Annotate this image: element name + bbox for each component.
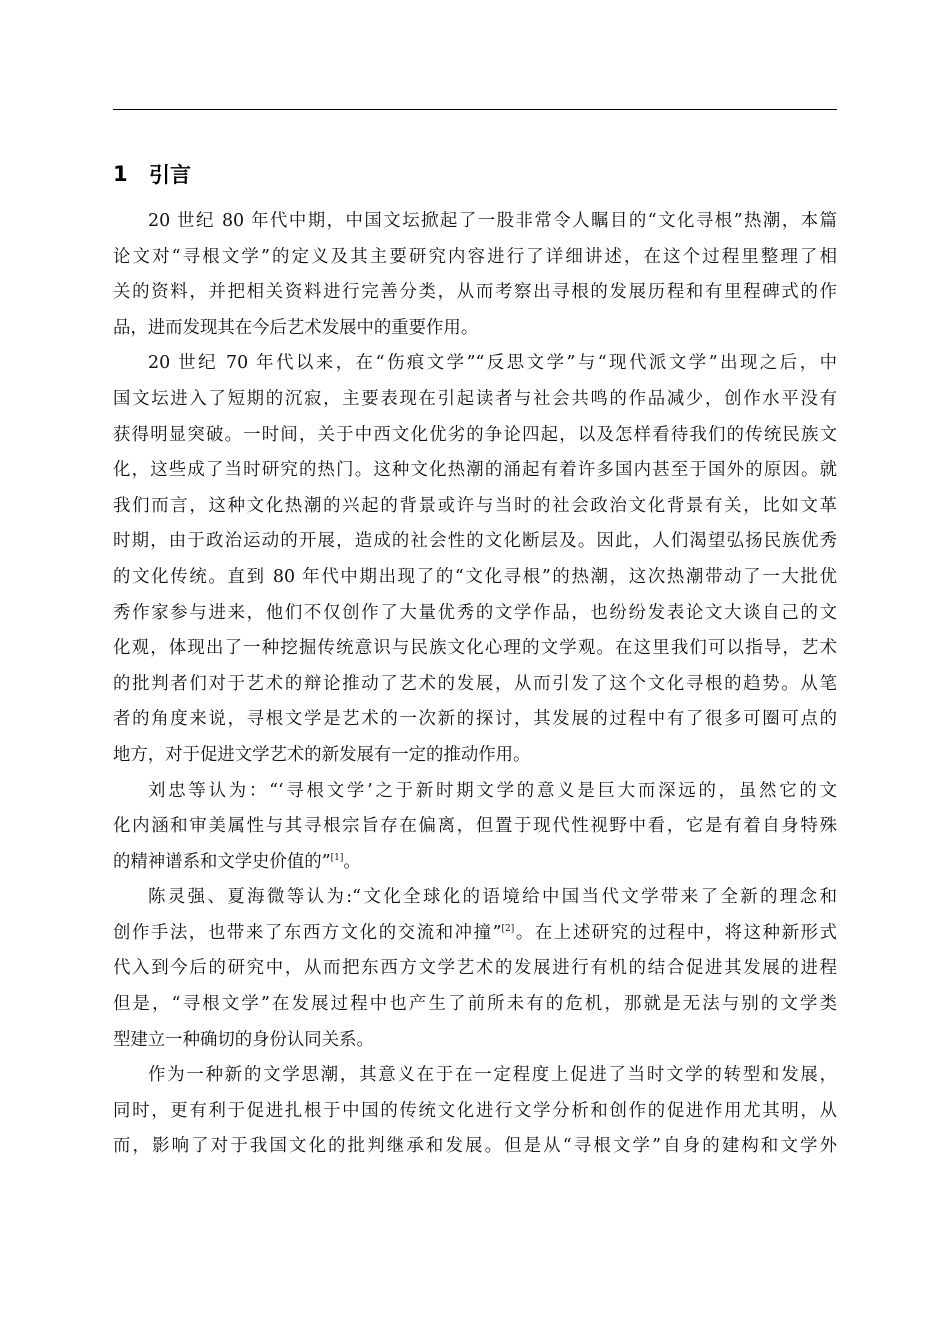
text-line: 同时，更有利于促进扎根于中国的传统文化进行文学分析和创作的促进作用尤其明，从 <box>113 1100 837 1121</box>
text-line <box>113 916 837 952</box>
text-line: 的文化传统。直到 80 年代中期出现了的“文化寻根”的热潮，这次热潮带动了一大批优 <box>113 566 837 587</box>
paragraph <box>113 880 837 1058</box>
text-line: 获得明显突破。一时间，关于中西文化优劣的争论四起，以及怎样看待我们的传统民族文 <box>113 424 837 445</box>
text-line: 作为一种新的文学思潮，其意义在于在一定程度上促进了当时文学的转型和发展， <box>148 1065 837 1086</box>
text-fragment: 的精神谱系和文学史价值的” <box>113 851 331 872</box>
text-line: 者的角度来说，寻根文学是艺术的一次新的探讨，其发展的过程中有了很多可圈可点的 <box>113 709 837 730</box>
text-line: 陈灵强、夏海微等认为:“文化全球化的语境给中国当代文学带来了全新的理念和 <box>148 887 837 908</box>
text-line: 但是，“寻根文学”在发展过程中也产生了前所未有的危机，那就是无法与别的文学类 <box>113 994 837 1015</box>
body-text <box>113 204 837 1165</box>
text-line: 的批判者们对于艺术的辩论推动了艺术的发展，从而引发了这个文化寻根的趋势。从笔 <box>113 673 837 694</box>
paragraph <box>113 204 837 346</box>
text-line: 化观，体现出了一种挖掘传统意识与民族文化心理的文学观。在这里我们可以指导，艺术 <box>113 638 837 659</box>
text-line: 品，进而发现其在今后艺术发展中的重要作用。 <box>113 317 479 338</box>
text-line: 20 世纪 70 年代以来，在“伤痕文学”“反思文学”与“现代派文学”出现之后，中 <box>148 353 837 374</box>
text-line: 型建立一种确切的身份认同关系。 <box>113 1029 374 1050</box>
text-line: 关的资料，并把相关资料进行完善分类，从而考察出寻根的发展历程和有里程碑式的作 <box>113 282 837 303</box>
text-fragment: 。在上述研究的过程中，将这种新形式 <box>514 922 837 943</box>
citation: [2] <box>501 923 515 934</box>
text-line: 时期，由于政治运动的开展，造成的社会性的文化断层及。因此，人们渴望弘扬民族优秀 <box>113 531 837 552</box>
text-line: 化，这些成了当时研究的热门。这种文化热潮的涌起有着许多国内甚至于国外的原因。就 <box>113 460 837 481</box>
paragraph <box>113 346 837 773</box>
text-fragment: 。 <box>343 851 361 872</box>
text-line: 国文坛进入了短期的沉寂，主要表现在引起读者与社会共鸣的作品减少，创作水平没有 <box>113 388 837 409</box>
text-line: 而，影响了对于我国文化的批判继承和发展。但是从“寻根文学”自身的建构和文学外 <box>113 1136 837 1157</box>
text-line: 秀作家参与进来，他们不仅创作了大量优秀的文学作品，也纷纷发表论文大谈自己的文 <box>113 602 837 623</box>
text-fragment: 创作手法，也带来了东西方文化的交流和冲撞” <box>113 922 502 943</box>
header-rule <box>113 109 837 110</box>
text-line: 地方，对于促进文学艺术的新发展有一定的推动作用。 <box>113 744 531 765</box>
text-line: 我们而言，这种文化热潮的兴起的背景或许与当时的社会政治文化背景有关，比如文革 <box>113 495 837 516</box>
paragraph <box>113 1058 837 1165</box>
text-line: 化内涵和审美属性与其寻根宗旨存在偏离，但置于现代性视野中看，它是有着自身特殊 <box>113 816 837 837</box>
text-line: 20 世纪 80 年代中期，中国文坛掀起了一股非常令人瞩目的“文化寻根”热潮，本篇 <box>148 211 837 231</box>
text-line: 论文对“寻根文学”的定义及其主要研究内容进行了详细讲述，在这个过程里整理了相 <box>113 246 837 267</box>
citation: [1] <box>330 852 344 863</box>
section-heading <box>113 156 191 192</box>
text-line: 代入到今后的研究中，从而把东西方文学艺术的发展进行有机的结合促进其发展的进程 <box>113 958 837 979</box>
text-line: 刘忠等认为：“‘寻根文学’之于新时期文学的意义是巨大而深远的，虽然它的文 <box>148 780 837 801</box>
section-number: 1 <box>113 162 128 186</box>
paragraph <box>113 774 837 881</box>
section-title: 引言 <box>149 163 191 187</box>
text-line <box>113 845 837 881</box>
